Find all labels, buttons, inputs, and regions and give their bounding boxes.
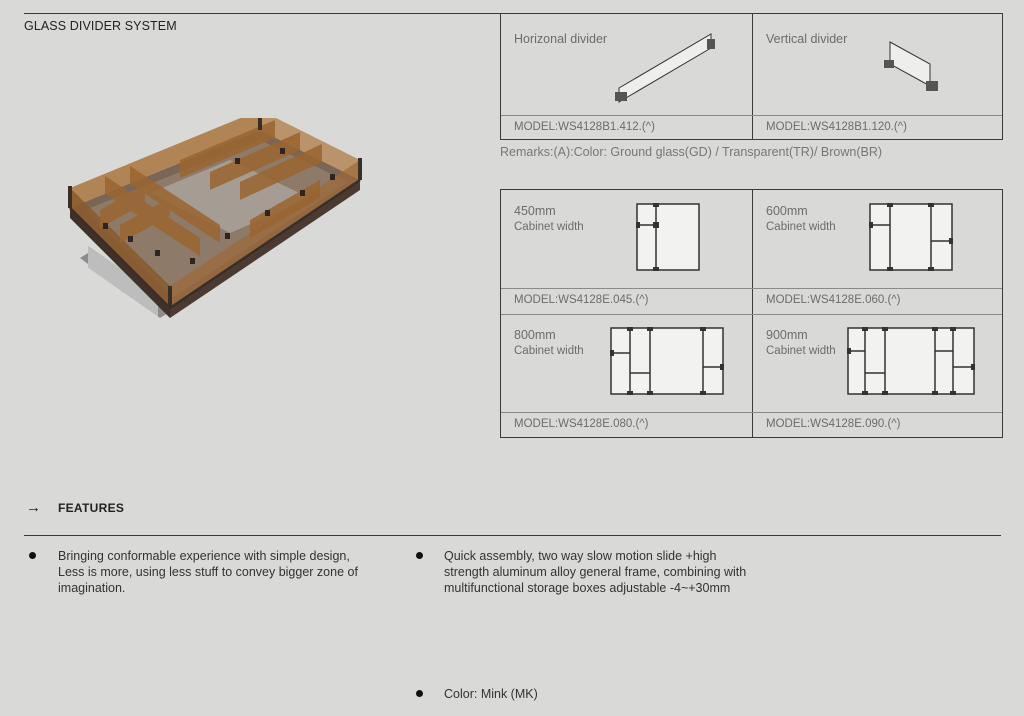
layout-card-600 — [753, 190, 1003, 314]
bullet-icon — [29, 552, 36, 559]
bullet-icon — [416, 552, 423, 559]
divider-model: MODEL:WS4128B1.120.(^) — [766, 121, 907, 133]
bullet-icon — [416, 690, 423, 697]
cabinet-width-label: Cabinet width — [766, 345, 836, 357]
layout-900-diagram — [847, 327, 975, 395]
cabinet-layout-grid — [500, 189, 1003, 438]
layout-model: MODEL:WS4128E.080.(^) — [514, 418, 649, 430]
layout-card-900 — [753, 315, 1003, 437]
cabinet-width-label: Cabinet width — [766, 221, 836, 233]
layout-600-diagram — [869, 203, 953, 271]
layout-card-800 — [501, 315, 752, 437]
drawer-product-image — [60, 118, 370, 323]
features-rule — [24, 535, 1001, 536]
vertical-divider-card — [753, 14, 1003, 139]
cabinet-width-label: Cabinet width — [514, 345, 584, 357]
divider-model: MODEL:WS4128B1.412.(^) — [514, 121, 655, 133]
cabinet-size: 900mm — [766, 328, 808, 342]
arrow-right-icon: → — [26, 499, 41, 516]
page-title: GLASS DIVIDER SYSTEM — [24, 19, 177, 33]
feature-item: Bringing conformable experience with simple design, Less is more, using less stuff to convey bigger zone of imagination. — [58, 549, 358, 595]
cabinet-width-label: Cabinet width — [514, 221, 584, 233]
divider-grid — [500, 13, 1003, 140]
horizontal-divider-card — [501, 14, 752, 139]
layout-450-diagram — [636, 203, 700, 271]
feature-item: Quick assembly, two way slow motion slide +high strength aluminum alloy general frame, combining with multifunctional storage boxes adjustable -4~+30mm — [444, 549, 747, 595]
layout-model: MODEL:WS4128E.060.(^) — [766, 294, 901, 306]
divider-label: Vertical divider — [766, 32, 848, 46]
cabinet-size: 600mm — [766, 204, 808, 218]
features-heading: FEATURES — [58, 501, 125, 515]
layout-800-diagram — [610, 327, 724, 395]
color-remarks: Remarks:(A):Color: Ground glass(GD) / Transparent(TR)/ Brown(BR) — [500, 145, 883, 159]
divider-label: Horizonal divider — [514, 32, 608, 46]
vertical-divider-icon — [878, 34, 948, 99]
cabinet-size: 800mm — [514, 328, 556, 342]
horizontal-divider-icon — [611, 26, 721, 106]
cabinet-size: 450mm — [514, 204, 556, 218]
layout-model: MODEL:WS4128E.045.(^) — [514, 294, 649, 306]
layout-model: MODEL:WS4128E.090.(^) — [766, 418, 901, 430]
layout-card-450 — [501, 190, 752, 314]
feature-item: Color: Mink (MK) — [444, 687, 538, 701]
